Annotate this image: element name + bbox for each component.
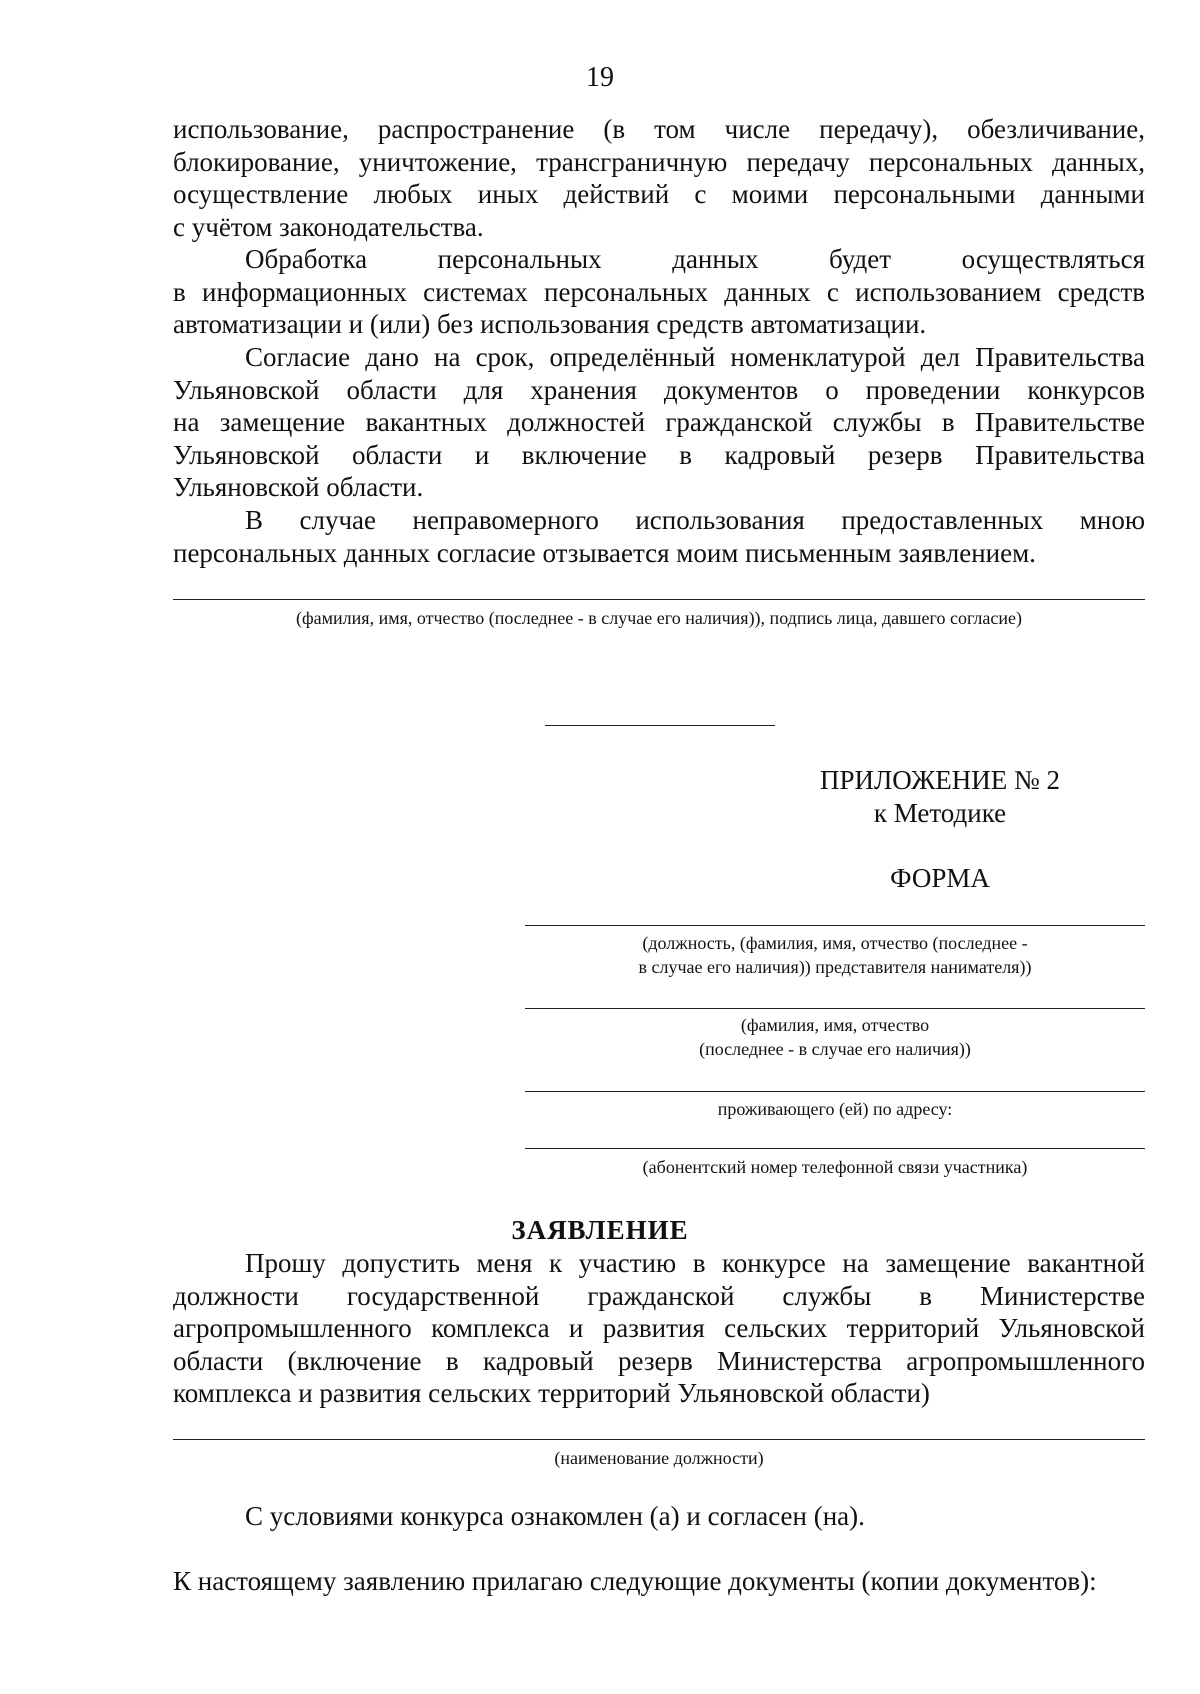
phone-caption: (абонентский номер телефонной связи участника) [642, 1157, 1028, 1177]
caption-line: (фамилия, имя, отчество [740, 1015, 930, 1035]
position-field-line[interactable] [173, 1439, 1145, 1440]
caption-line: (должность, (фамилия, имя, отчество (последнее - [642, 933, 1028, 953]
address-caption: проживающего (ей) по адресу: [717, 1099, 953, 1119]
text-line: В случае неправомерного использования предоставленных мною [245, 505, 1145, 535]
consent-paragraph-4 [173, 504, 1145, 569]
position-caption: (наименование должности) [554, 1448, 764, 1468]
text-line: Ульяновской области для хранения документов о проведении конкурсов [173, 374, 1145, 405]
section-divider [545, 725, 775, 726]
text-line: автоматизации и (или) без использования средств автоматизации. [173, 309, 927, 340]
employer-field-line[interactable] [525, 925, 1145, 926]
agreement-text: С условиями конкурса ознакомлен (а) и согласен (на). [245, 1501, 865, 1531]
text-line: Согласие дано на срок, определённый номенклатурой дел Правительства [245, 342, 1145, 372]
text-line: комплекса и развития сельских территорий Ульяновской области) [173, 1378, 930, 1409]
consent-paragraph-2 [173, 243, 1145, 341]
text-line: персональных данных согласие отзывается моим письменным заявлением. [173, 537, 1036, 568]
text-line: с учётом законодательства. [173, 211, 484, 242]
text-line: осуществление любых иных действий с моими персональными данными [173, 179, 1145, 210]
consent-paragraph-1 [173, 113, 1145, 243]
text-line: на замещение вакантных должностей гражданской службы в Правительстве [173, 407, 1145, 438]
text-line: блокирование, уничтожение, трансграничную передачу персональных данных, [173, 146, 1145, 177]
statement-title: ЗАЯВЛЕНИЕ [511, 1215, 689, 1245]
text-line: в информационных системах персональных данных с использованием средств [173, 276, 1145, 307]
appendix-subtitle: к Методике [873, 798, 1007, 828]
phone-field-line[interactable] [525, 1148, 1145, 1149]
attachments-text: К настоящему заявлению прилагаю следующие документы (копии документов): [173, 1566, 1097, 1596]
page-number: 19 [586, 62, 614, 93]
text-line: Ульяновской области и включение в кадровый резерв Правительства [173, 439, 1145, 470]
address-field-line[interactable] [525, 1091, 1145, 1092]
text-line: агропромышленного комплекса и развития сельских территорий Ульяновской [173, 1313, 1145, 1344]
text-line: области (включение в кадровый резерв Министерства агропромышленного [173, 1345, 1145, 1376]
signature-caption: (фамилия, имя, отчество (последнее - в случае его наличия)), подпись лица, давшего согласие) [296, 608, 1022, 628]
text-line: Обработка персональных данных будет осуществляться [245, 244, 1145, 274]
signature-line [173, 599, 1145, 600]
applicant-caption [525, 1013, 1145, 1061]
text-line: должности государственной гражданской службы в Министерстве [173, 1280, 1145, 1311]
employer-caption [525, 931, 1145, 979]
caption-line: (последнее - в случае его наличия)) [699, 1039, 971, 1059]
statement-body [173, 1247, 1145, 1410]
consent-paragraph-3 [173, 341, 1145, 504]
form-label: ФОРМА [890, 863, 990, 893]
text-line: Ульяновской области. [173, 472, 424, 503]
appendix-title: ПРИЛОЖЕНИЕ № 2 [819, 765, 1061, 795]
applicant-field-line[interactable] [525, 1008, 1145, 1009]
text-line: Прошу допустить меня к участию в конкурсе на замещение вакантной [245, 1248, 1145, 1278]
text-line: использование, распространение (в том числе передачу), обезличивание, [173, 114, 1145, 144]
caption-line: в случае его наличия)) представителя нанимателя)) [638, 957, 1032, 977]
